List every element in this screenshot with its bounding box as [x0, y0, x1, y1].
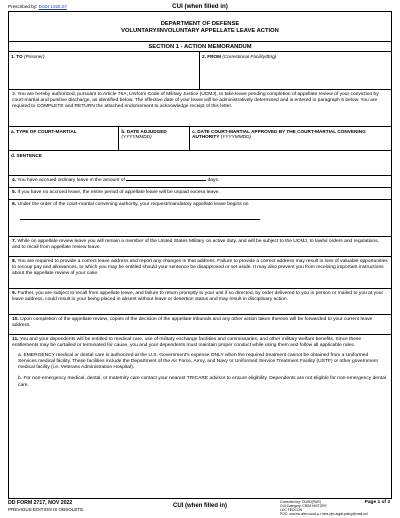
- p5-text: If you have no accrued leave, the entire period of appellate leave will be unpaid excess leave.: [17, 190, 220, 195]
- p6-number: 6.: [12, 202, 17, 207]
- date-adjudged-sublabel: (YYYYMMDD): [121, 134, 152, 140]
- paragraph-5: [9, 188, 391, 200]
- form-title: VOLUNTARY/INVOLUNTARY APPELLATE LEAVE ACTION: [121, 28, 279, 34]
- form-body: [8, 11, 392, 499]
- paragraph-9: [9, 289, 391, 315]
- p11-number: 11.: [12, 337, 19, 342]
- type-court-martial-label: a. TYPE OF COURT-MARTIAL: [11, 128, 77, 134]
- to-sublabel: (Prisoner): [23, 53, 45, 59]
- p6-end: .: [260, 217, 262, 223]
- p10-number: 10.: [12, 317, 19, 322]
- p9-text: Further, you are subject to recall from appellate leave, and failure to return promptly to your unit if so directed, by order delivered to you in person or mailed to you at your leave address, could result in your being placed in absent without leave or desertion status and may result in disciplinary action.: [12, 291, 384, 303]
- accrued-leave-days-input[interactable]: [126, 180, 206, 181]
- cui-category: CUI Category: CRIM HISTORY: [280, 504, 327, 508]
- from-label: 2. FROM: [202, 53, 222, 59]
- p10-text: Upon completion of the appellate review, copies of the decision of the appellate tribunals and any other action taken thereon will be forwarded to your current leave address.: [12, 317, 373, 329]
- previous-edition-note: PREVIOUS EDITION IS OBSOLETE.: [8, 507, 85, 512]
- p7-text: While on appellate review leave you will remain a member of the United States Military on active duty, and will be subject to the UCMJ, to lawful orders and regulations, and to recall from appellate review leave.: [12, 239, 379, 251]
- p4-text: You have accrued ordinary leave in the amount of: [17, 178, 125, 183]
- p11-text: You and your dependents will be entitled to medical care, use of military exchange facilities and commissaries, and other military welfare benefits. Since these entitlements may be curtailed or terminated for cause, you and your dependents must maintain proper conduct while using them and follow all applicable rules.: [12, 337, 362, 349]
- to-from-row: [9, 52, 391, 90]
- paragraph-4: [9, 176, 391, 188]
- court-martial-row: [9, 127, 391, 151]
- p7-number: 7.: [12, 239, 17, 244]
- p5-number: 5.: [12, 190, 17, 195]
- cui-banner-top: CUI (when filled in): [172, 3, 228, 10]
- controlled-by: Controlled by: OUSD(P&R): [280, 500, 321, 504]
- type-court-martial-field[interactable]: [9, 127, 119, 150]
- cui-control-block: [280, 500, 367, 516]
- date-approved-label: c. DATE COURT-MARTIAL APPROVED BY THE COURT-MARTIAL CONVENING AUTHORITY: [192, 128, 366, 140]
- dodi-link[interactable]: DoDI 1325.07: [38, 4, 67, 9]
- paragraph-11a: a. EMERGENCY medical or dental care is authorized at the U.S. Government's expense ONLY when the required treatment cannot be obtained from a Uniformed Services medical facility. These facilities include the Department of the Air Force, Army, and Navy or Uniformed Service Treatment Facility (USTF) or other government medical facility (i.e. Veterans Administration Hospital).: [18, 353, 378, 371]
- page-number: Page 1 of 3: [364, 500, 390, 505]
- prescribed-by-label: Prescribed by:: [8, 4, 39, 9]
- p8-number: 8.: [12, 259, 17, 264]
- paragraph-11b: b. For non-emergency medical, dental, or maternity care contact your nearest TRICARE advisor to ensure eligibility. Dependents are not eligible for non-emergency dental care.: [18, 376, 386, 388]
- sentence-field[interactable]: [9, 151, 391, 175]
- p4-end: days.: [207, 178, 220, 183]
- p9-number: 9.: [12, 291, 17, 296]
- cui-banner-bottom: CUI (when filled in): [173, 503, 227, 509]
- paragraph-11: [9, 335, 391, 391]
- date-approved-field[interactable]: [190, 127, 391, 150]
- paragraph-7: [9, 237, 391, 257]
- p6-text: Under the order of the court-martial convening authority, your request/mandatory appellate leave begins on: [17, 202, 249, 207]
- to-label: 1. TO: [11, 53, 23, 59]
- paragraph-6: [9, 200, 391, 237]
- date-adjudged-label: b. DATE ADJUDGED: [121, 128, 167, 134]
- department-title: DEPARTMENT OF DEFENSE: [160, 21, 240, 27]
- paragraph-10: [9, 315, 391, 335]
- form-identifier: DD FORM 2717, NOV 2022: [8, 500, 73, 506]
- date-adjudged-field[interactable]: [119, 127, 190, 150]
- form-header: [9, 12, 391, 42]
- paragraph-3: 3. You are hereby authorized, pursuant to Article 76A, Uniform Code of Military Justice (UCMJ), to take leave pending completion of appellate review of your conviction by court-martial and punitive discharge, as identified below. The effective date of your leave will be administratively determined and is entered in paragraph 6 below. You are required to COMPLETE and RETURN the attached endorsement to acknowledge receipt of this letter.: [9, 90, 391, 127]
- to-field[interactable]: [9, 52, 200, 89]
- appellate-leave-start-input[interactable]: [20, 217, 262, 223]
- form-footer: [8, 500, 392, 518]
- section-1-title: SECTION 1 - ACTION MEMORANDUM: [9, 42, 391, 52]
- paragraph-8: [9, 257, 391, 289]
- sentence-label: d. SENTENCE: [11, 152, 42, 158]
- sentence-row: [9, 151, 391, 176]
- date-approved-sublabel: (YYYYMMDD): [220, 134, 251, 140]
- poc: POC: osd.mc-alex.ousd-p-r.mbx.cjm-legal-policy@mail.mil: [280, 512, 368, 516]
- from-sublabel: (Correctional Facility/Brig): [222, 53, 277, 59]
- from-field[interactable]: [200, 52, 391, 89]
- ldc: LDC:FEDCON: [280, 508, 303, 512]
- p8-text: You are required to provide a correct leave address and report any changes in that address. Failure to provide a correct address may result in loss of valuable opportunities to recoup pay and allowances, to which you may be entitled should your sentence be disapproved or set aside. It may also prevent you from receiving important instructions about the appellate review of your case.: [12, 259, 388, 277]
- p4-number: 4.: [12, 178, 17, 183]
